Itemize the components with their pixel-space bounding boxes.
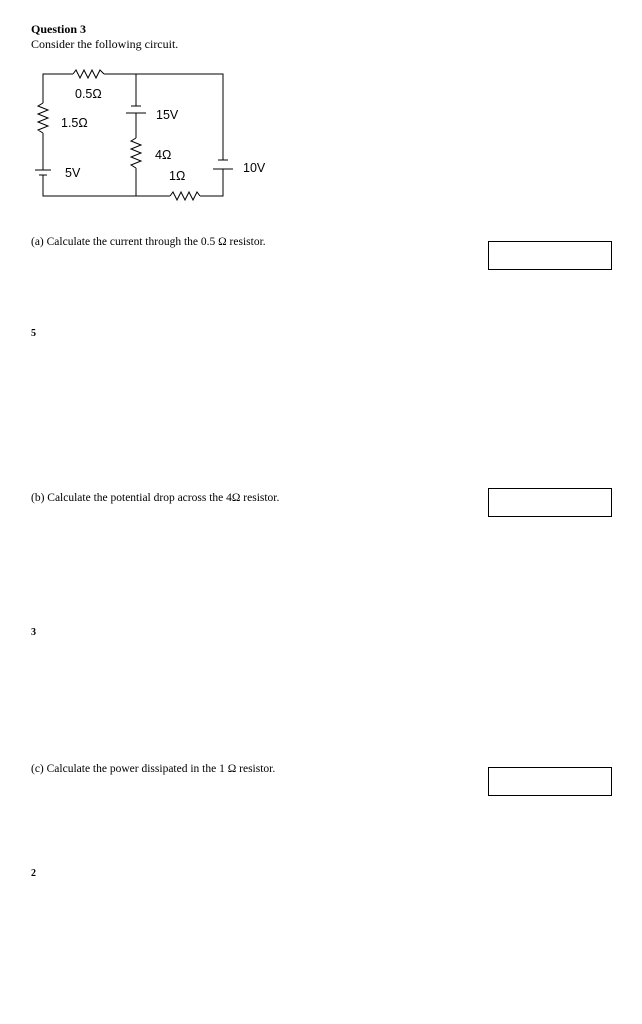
label-r-top: 0.5Ω <box>75 87 102 101</box>
label-v-right: 10V <box>243 161 266 175</box>
resistor-top-zigzag <box>73 70 104 78</box>
part-b-answer-box[interactable] <box>488 488 612 517</box>
wire-left-bottom <box>43 175 136 196</box>
question-intro: Consider the following circuit. <box>31 37 179 51</box>
label-v-left: 5V <box>65 166 81 180</box>
part-a-marks: 5 <box>31 328 36 339</box>
resistor-mid-zigzag <box>131 138 141 168</box>
part-a-text: (a) Calculate the current through the 0.5 Ω resistor. <box>31 236 266 248</box>
label-r-left: 1.5Ω <box>61 116 88 130</box>
resistor-bottom-zigzag <box>170 192 200 200</box>
label-v-mid: 15V <box>156 108 179 122</box>
part-a-answer-box[interactable] <box>488 241 612 270</box>
part-b-marks: 3 <box>31 627 36 638</box>
part-b-text: (b) Calculate the potential drop across the 4Ω resistor. <box>31 492 280 504</box>
label-r-bottom: 1Ω <box>169 169 186 183</box>
resistor-left-zigzag <box>38 103 48 133</box>
part-c-answer-box[interactable] <box>488 767 612 796</box>
circuit-diagram <box>0 0 642 240</box>
label-r-mid: 4Ω <box>155 148 172 162</box>
wire-top <box>43 74 73 75</box>
wire-bottom-right <box>200 169 223 196</box>
part-c-text: (c) Calculate the power dissipated in the 1 Ω resistor. <box>31 763 276 775</box>
part-c-marks: 2 <box>31 868 36 879</box>
question-title: Question 3 <box>31 22 87 36</box>
